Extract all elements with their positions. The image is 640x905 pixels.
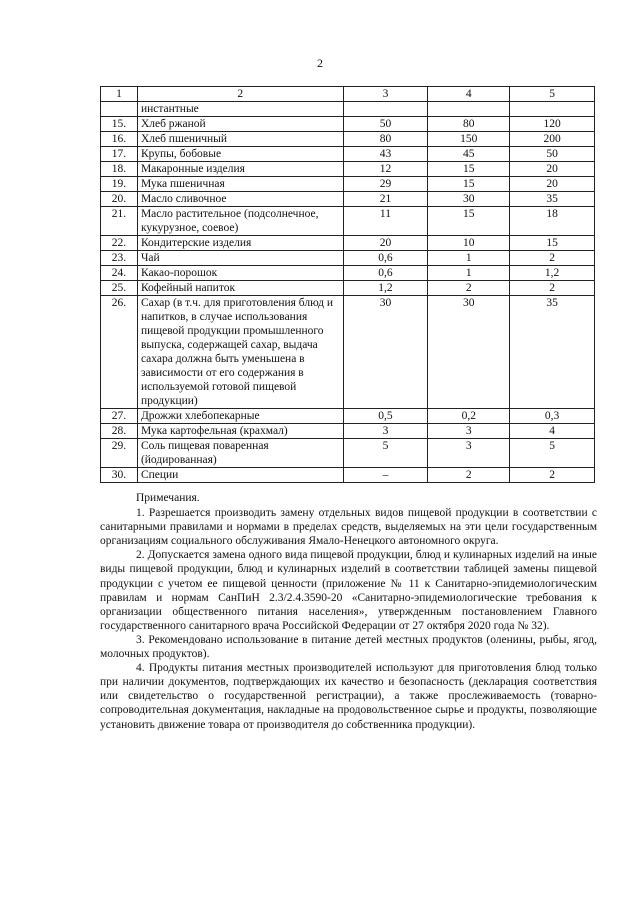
- norm-col4-cell: 15: [428, 207, 510, 236]
- norm-col3-cell: 21: [343, 192, 428, 207]
- norm-col5-cell: 18: [510, 207, 595, 236]
- product-name-cell: Мука пшеничная: [137, 177, 343, 192]
- row-number-cell: 20.: [101, 192, 138, 207]
- row-number-cell: 18.: [101, 162, 138, 177]
- page-number: 2: [317, 56, 323, 70]
- table-header-row: [101, 87, 595, 102]
- norm-col4-cell: 1: [428, 266, 510, 281]
- notes-title: Примечания.: [136, 492, 200, 504]
- product-name-cell: Макаронные изделия: [137, 162, 343, 177]
- norm-col3-cell: 1,2: [343, 281, 428, 296]
- norm-col4-cell: 80: [428, 117, 510, 132]
- norm-col4-cell: 2: [428, 468, 510, 483]
- norm-col5-cell: 200: [510, 132, 595, 147]
- table-row: [101, 468, 595, 483]
- norm-col4-cell: 45: [428, 147, 510, 162]
- norm-col4-cell: 0,2: [428, 409, 510, 424]
- norm-col4-cell: [428, 102, 510, 117]
- norm-col3-cell: 50: [343, 117, 428, 132]
- norm-col5-cell: [510, 102, 595, 117]
- norm-col5-cell: 2: [510, 468, 595, 483]
- table-row: [101, 177, 595, 192]
- norm-col3-cell: 43: [343, 147, 428, 162]
- table-row: [101, 102, 595, 117]
- table-row: [101, 162, 595, 177]
- norm-col3-cell: 30: [343, 296, 428, 409]
- product-name-cell: Масло сливочное: [137, 192, 343, 207]
- row-number-cell: 22.: [101, 236, 138, 251]
- row-number-cell: 16.: [101, 132, 138, 147]
- row-number-cell: 15.: [101, 117, 138, 132]
- product-name-cell: Дрожжи хлебопекарные: [137, 409, 343, 424]
- norm-col3-cell: 0,6: [343, 266, 428, 281]
- product-name-cell: Какао-порошок: [137, 266, 343, 281]
- norm-col4-cell: 1: [428, 251, 510, 266]
- row-number-cell: 19.: [101, 177, 138, 192]
- norm-col5-cell: 2: [510, 251, 595, 266]
- header-cell: 1: [101, 87, 138, 102]
- norm-col4-cell: 15: [428, 177, 510, 192]
- product-name-cell: Сахар (в т.ч. для приготовления блюд и напитков, в случае использования пищевой продукции промышленного выпуска, содержащей сахар, выдача сахара должна быть уменьшена в зависимости от его содержания в используемой готовой пищевой продукции): [137, 296, 343, 409]
- norm-col3-cell: –: [343, 468, 428, 483]
- product-name-cell: Кофейный напиток: [137, 281, 343, 296]
- row-number-cell: 28.: [101, 424, 138, 439]
- table-row: [101, 236, 595, 251]
- norm-col4-cell: 150: [428, 132, 510, 147]
- header-cell: 2: [137, 87, 343, 102]
- row-number-cell: 17.: [101, 147, 138, 162]
- norm-col5-cell: 120: [510, 117, 595, 132]
- norm-col5-cell: 20: [510, 177, 595, 192]
- note-item: 4. Продукты питания местных производителей используют для приготовления блюд только при наличии документов, подтверждающих их качество и безопасность (декларация соответствия или свидетельство о государственной регистрации), а также прослеживаемость (товарно-сопроводительная документация, накладные на продовольственное сырье и продукты, позволяющие установить движение товара от производителя до собственника продукции).: [100, 662, 597, 731]
- header-cell: 3: [343, 87, 428, 102]
- table-row: [101, 281, 595, 296]
- product-name-cell: Хлеб ржаной: [137, 117, 343, 132]
- norm-col3-cell: [343, 102, 428, 117]
- note-item: 2. Допускается замена одного вида пищевой продукции, блюд и кулинарных изделий на иные виды пищевой продукции, блюд и кулинарных изделий в соответствии таблицей замены пищевой продукции с учетом ее пищевой ценности (приложение № 11 к Санитарно-эпидемиологическим правилам и нормам СанПиН 2.3/2.4.3590-20 «Санитарно-эпидемиологические требования к организации общественного питания населения», утвержденным постановлением Главного государственного санитарного врача Российской Федерации от 27 октября 2020 года № 32).: [100, 549, 597, 632]
- note-item: 1. Разрешается производить замену отдельных видов пищевой продукции в соответствии с санитарными правилами и нормами в пределах средств, выделяемых на эти цели государственным организациям социального обслуживания Ямало-Ненецкого автономного округа.: [100, 507, 597, 548]
- norm-col5-cell: 50: [510, 147, 595, 162]
- norm-col5-cell: 0,3: [510, 409, 595, 424]
- norm-col4-cell: 30: [428, 296, 510, 409]
- norm-col5-cell: 2: [510, 281, 595, 296]
- product-name-cell: Чай: [137, 251, 343, 266]
- table-row: [101, 207, 595, 236]
- norm-col5-cell: 20: [510, 162, 595, 177]
- norm-col4-cell: 3: [428, 424, 510, 439]
- row-number-cell: 21.: [101, 207, 138, 236]
- product-name-cell: Масло растительное (подсолнечное, кукурузное, соевое): [137, 207, 343, 236]
- norm-col5-cell: 35: [510, 192, 595, 207]
- table-body: [101, 87, 595, 483]
- table-row: [101, 409, 595, 424]
- norm-col3-cell: 5: [343, 439, 428, 468]
- norm-col5-cell: 1,2: [510, 266, 595, 281]
- table-row: [101, 296, 595, 409]
- norm-col5-cell: 4: [510, 424, 595, 439]
- product-name-cell: Хлеб пшеничный: [137, 132, 343, 147]
- norm-col3-cell: 29: [343, 177, 428, 192]
- product-name-cell: инстантные: [137, 102, 343, 117]
- row-number-cell: 23.: [101, 251, 138, 266]
- row-number-cell: 30.: [101, 468, 138, 483]
- norm-col4-cell: 3: [428, 439, 510, 468]
- norm-col4-cell: 30: [428, 192, 510, 207]
- table-row: [101, 439, 595, 468]
- product-name-cell: Специи: [137, 468, 343, 483]
- norm-col3-cell: 11: [343, 207, 428, 236]
- product-name-cell: Крупы, бобовые: [137, 147, 343, 162]
- table-row: [101, 424, 595, 439]
- table-row: [101, 251, 595, 266]
- header-cell: 5: [510, 87, 595, 102]
- norm-col3-cell: 3: [343, 424, 428, 439]
- row-number-cell: [101, 102, 138, 117]
- header-cell: 4: [428, 87, 510, 102]
- note-item: 3. Рекомендовано использование в питание детей местных продуктов (оленины, рыбы, ягод, молочных продуктов).: [100, 633, 597, 661]
- table-row: [101, 117, 595, 132]
- row-number-cell: 25.: [101, 281, 138, 296]
- norm-col4-cell: 10: [428, 236, 510, 251]
- row-number-cell: 26.: [101, 296, 138, 409]
- norm-col4-cell: 15: [428, 162, 510, 177]
- table-row: [101, 132, 595, 147]
- norm-col5-cell: 35: [510, 296, 595, 409]
- norm-col3-cell: 12: [343, 162, 428, 177]
- norm-col4-cell: 2: [428, 281, 510, 296]
- product-name-cell: Соль пищевая поваренная (йодированная): [137, 439, 343, 468]
- norm-col3-cell: 20: [343, 236, 428, 251]
- table-row: [101, 147, 595, 162]
- norm-col3-cell: 80: [343, 132, 428, 147]
- food-norms-table: [100, 86, 595, 483]
- norm-col5-cell: 5: [510, 439, 595, 468]
- row-number-cell: 24.: [101, 266, 138, 281]
- table-row: [101, 266, 595, 281]
- norm-col3-cell: 0,5: [343, 409, 428, 424]
- notes-section: [100, 491, 597, 732]
- norm-col3-cell: 0,6: [343, 251, 428, 266]
- row-number-cell: 29.: [101, 439, 138, 468]
- product-name-cell: Кондитерские изделия: [137, 236, 343, 251]
- product-name-cell: Мука картофельная (крахмал): [137, 424, 343, 439]
- row-number-cell: 27.: [101, 409, 138, 424]
- table-row: [101, 192, 595, 207]
- norm-col5-cell: 15: [510, 236, 595, 251]
